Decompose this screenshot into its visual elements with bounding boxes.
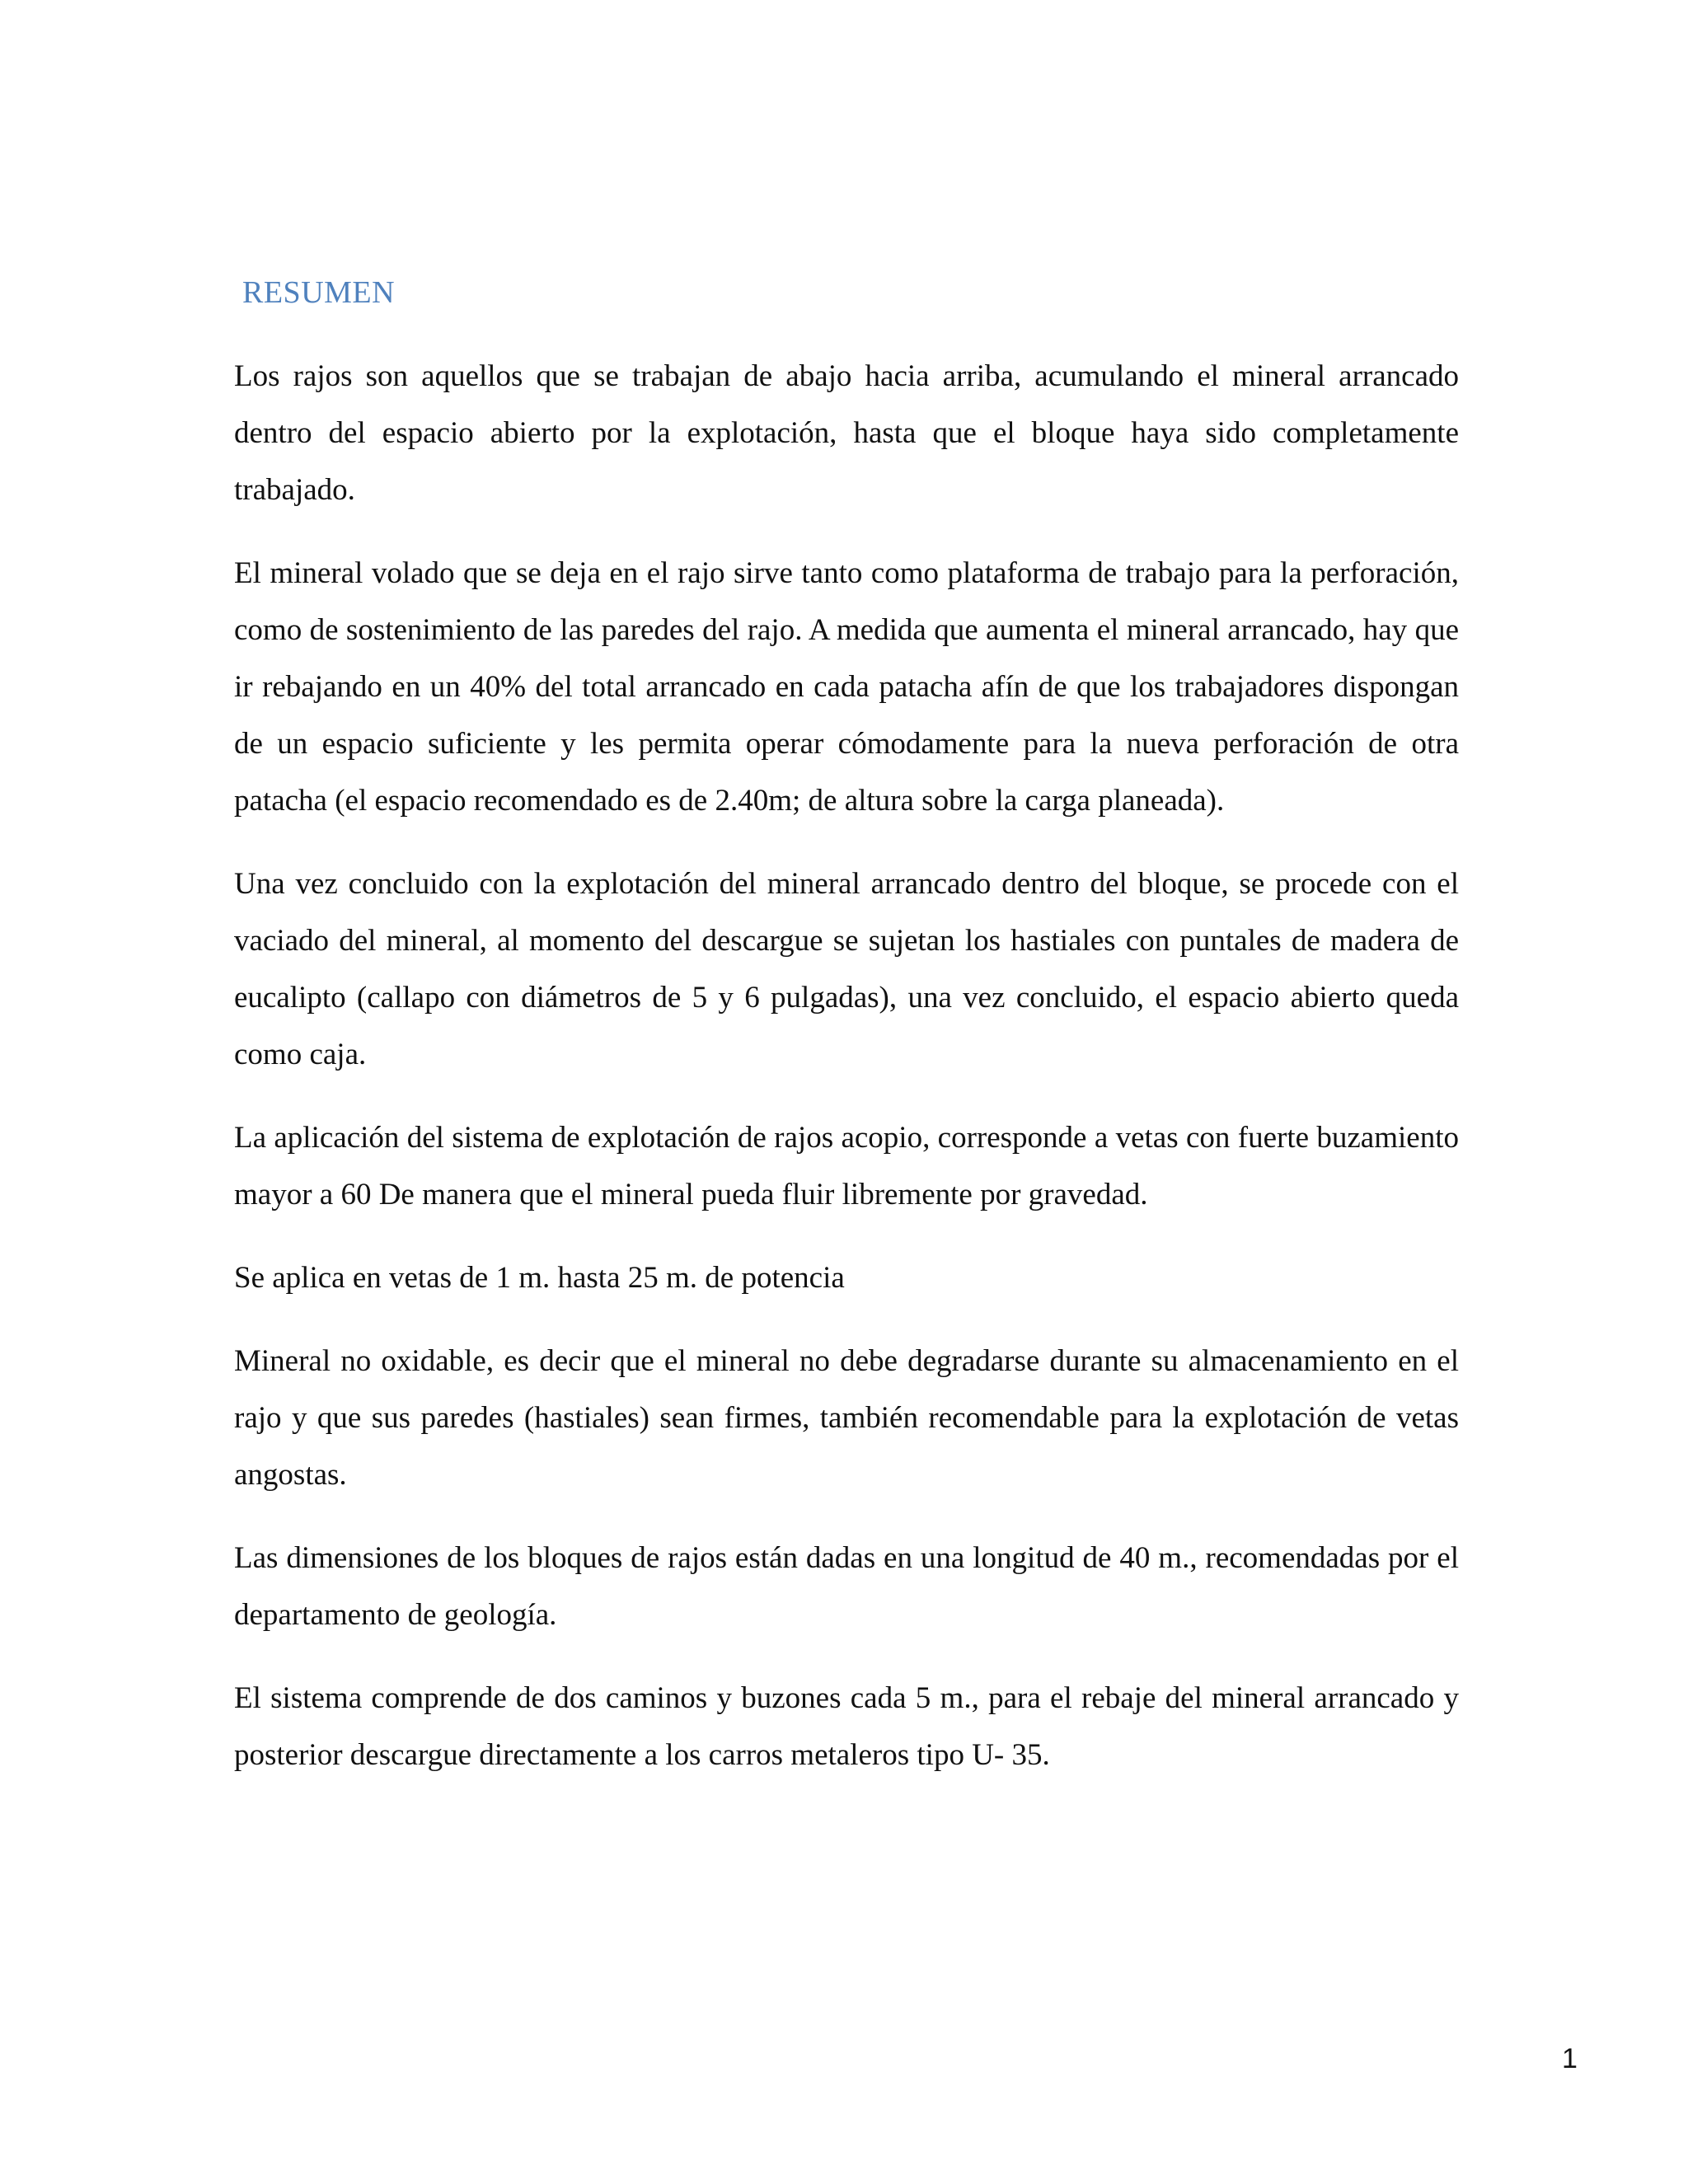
document-body — [234, 272, 1459, 1810]
paragraph-4: La aplicación del sistema de explotación de rajos acopio, corresponde a vetas con fuerte buzamiento mayor a 60 De manera que el mineral pueda fluir libremente por gravedad. — [234, 1121, 1459, 1212]
paragraph-8: El sistema comprende de dos caminos y buzones cada 5 m., para el rebaje del mineral arrancado y posterior descargue directamente a los carros metaleros tipo U- 35. — [234, 1681, 1459, 1772]
paragraph-3: Una vez concluido con la explotación del mineral arrancado dentro del bloque, se procede con el vaciado del mineral, al momento del descargue se sujetan los hastiales con puntales de madera de eucalipto (callapo con diámetros de 5 y 6 pulgadas), una vez concluido, el espacio abierto queda como caja. — [234, 867, 1459, 1071]
paragraph-1: Los rajos son aquellos que se trabajan de abajo hacia arriba, acumulando el mineral arrancado dentro del espacio abierto por la explotación, hasta que el bloque haya sido completamente trabajado. — [234, 359, 1459, 507]
paragraph-6: Mineral no oxidable, es decir que el mineral no debe degradarse durante su almacenamiento en el rajo y que sus paredes (hastiales) sean firmes, también recomendable para la explotación de vetas angostas. — [234, 1344, 1459, 1492]
section-heading: RESUMEN — [242, 275, 396, 310]
paragraph-2: El mineral volado que se deja en el rajo sirve tanto como plataforma de trabajo para la perforación, como de sostenimiento de las paredes del rajo. A medida que aumenta el mineral arrancado, hay que ir rebajando en un 40% del total arrancado en cada patacha afín de que los trabajadores dispongan de un espacio suficiente y les permita operar cómodamente para la nueva perforación de otra patacha (el espacio recomendado es de 2.40m; de altura sobre la carga planeada). — [234, 556, 1459, 818]
paragraph-7: Las dimensiones de los bloques de rajos están dadas en una longitud de 40 m., recomendadas por el departamento de geología. — [234, 1541, 1459, 1632]
page-number: 1 — [1562, 2043, 1578, 2074]
paragraph-5: Se aplica en vetas de 1 m. hasta 25 m. de potencia — [234, 1261, 845, 1295]
